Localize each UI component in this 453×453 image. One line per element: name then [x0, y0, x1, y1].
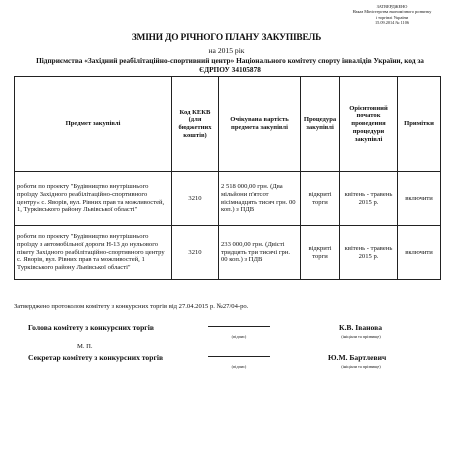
- header-procedure: Процедура закупівлі: [301, 77, 340, 172]
- head-signature-caption: (підпис): [231, 334, 247, 339]
- cell-procedure: відкриті торги: [301, 172, 340, 226]
- cell-kekv: 3210: [172, 172, 219, 226]
- header-notes: Примітки: [398, 77, 441, 172]
- secretary-signature-line: [208, 356, 270, 357]
- document-title: ЗМІНИ ДО РІЧНОГО ПЛАНУ ЗАКУПІВЕЛЬ: [131, 33, 322, 43]
- secretary-signature-caption: (підпис): [231, 364, 247, 369]
- cell-notes: включити: [398, 172, 441, 226]
- header-cost: Очікувана вартість предмета закупівлі: [219, 77, 301, 172]
- header-start: Орієнтовний початок проведення процедури закупівлі: [340, 77, 398, 172]
- cell-subject: роботи по проекту "Будівництво внутрішнього проїзду Західного реабілітаційно-спортивного центру« с. Яворів, вул. Рівних прав та можливостей, 1, Турківського району Львівської області": [15, 172, 172, 226]
- cell-subject: роботи по проекту "Будівництво внутрішнього проїзду з автомобільної дороги Н-13 до нульового пікету Західного реабілітаційно-спортивного центру с. Яворів, вул. Рівних прав та можливостей, 1 Турківського району Львівської області": [15, 226, 172, 280]
- table-header-row: [15, 77, 441, 172]
- approval-stamp: [340, 4, 444, 25]
- head-name: К.В. Іванова: [339, 323, 383, 332]
- cell-notes: включити: [398, 226, 441, 280]
- plan-year: на 2015 рік: [208, 46, 245, 55]
- head-title: Голова комітету з конкурсних торгів: [28, 323, 154, 332]
- protocol-note: Затверджено протоколом комітету з конкурсних торгів від 27.04.2015 р. №27/04-ро.: [14, 303, 249, 310]
- head-signature-line: [208, 326, 270, 327]
- table-row: [15, 226, 441, 280]
- cell-start: квітень - травень 2015 р.: [340, 226, 398, 280]
- cell-procedure: відкриті торги: [301, 226, 340, 280]
- secretary-title: Секретар комітету з конкурсних торгів: [28, 353, 164, 362]
- secretary-name: Ю.М. Бартлевич: [328, 353, 387, 362]
- approval-line-3: і торгівлі України: [375, 14, 409, 20]
- approval-line-2: Наказ Міністерства економічного розвитку: [352, 9, 432, 15]
- approval-line-4: 15.09.2014 № 1106: [374, 19, 410, 25]
- head-name-caption: (ініціали та прізвище): [341, 334, 381, 339]
- header-kekv: Код КЕКВ (для бюджетних коштів): [172, 77, 219, 172]
- cell-cost: 233 000,00 грн. (Двісті тридцять три тисячі грн. 00 коп.) з ПДВ: [219, 226, 301, 280]
- approval-line-1: ЗАТВЕРДЖЕНО: [376, 4, 408, 9]
- secretary-name-caption: (ініціали та прізвище): [341, 364, 381, 369]
- enterprise-name: Підприємства «Західний реабілітаційно-спортивний центр» Національного комітету спорту інвалідів України, код за ЄДРПОУ 34105878: [36, 56, 424, 74]
- procurement-table: [14, 76, 441, 280]
- stamp-place: М. П.: [77, 343, 93, 350]
- cell-start: квітень - травень 2015 р.: [340, 172, 398, 226]
- header-subject: Предмет закупівлі: [15, 77, 172, 172]
- cell-kekv: 3210: [172, 226, 219, 280]
- table-row: [15, 172, 441, 226]
- cell-cost: 2 518 000,00 грн. (Два мільйони п'ятсот вісімнадцять тисяч грн. 00 коп.) з ПДВ: [219, 172, 301, 226]
